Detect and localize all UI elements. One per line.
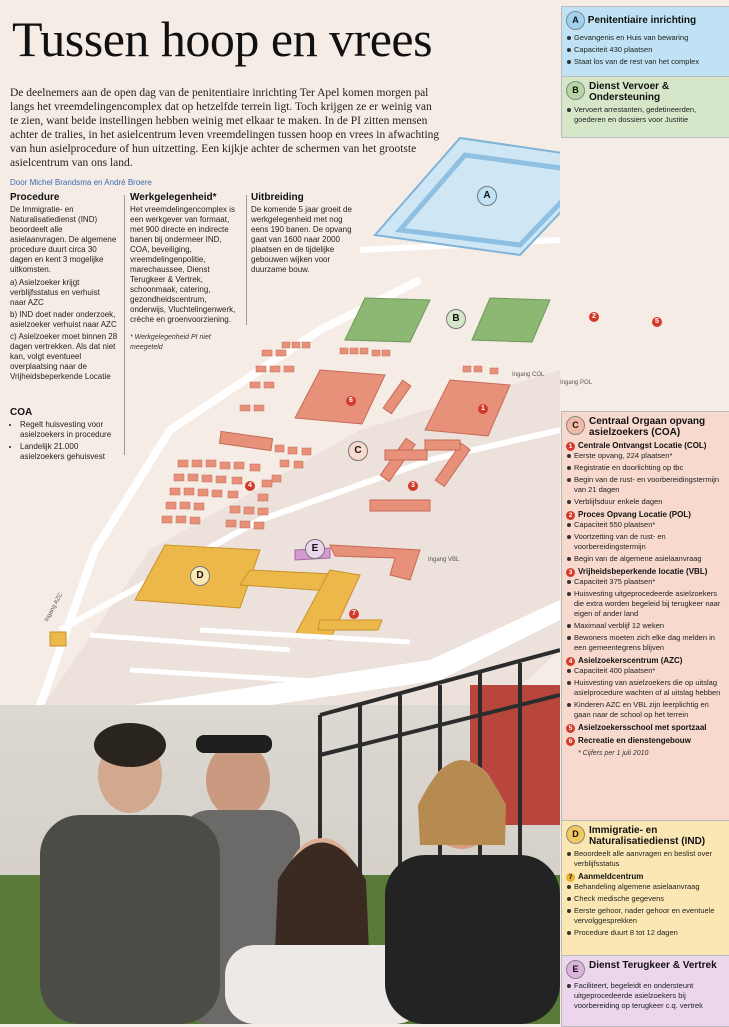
legend-a-item: Gevangenis en Huis van bewaring: [566, 33, 727, 43]
map-label-ingang-vbl: Ingang VBL: [428, 557, 460, 563]
legend-b: [561, 76, 729, 138]
coa-section-item: Bewoners moeten zich elke dag melden in een gemeentegrens blijven: [566, 633, 727, 653]
boy-jacket: [40, 815, 220, 1024]
coa-num-3: 3: [566, 568, 575, 577]
legend-e-title: Dienst Terugkeer & Vertrek: [589, 960, 717, 971]
ind-num-7: 7: [566, 873, 575, 882]
ind-section-item: Procedure duurt 8 tot 12 dagen: [566, 928, 727, 938]
map-label-road-azc: Ingang AZC: [44, 592, 65, 623]
building-b-left: [345, 298, 430, 342]
coa-section-item: Huisvesting uitgeprocedeerde asielzoekers die extra worden begeleid bij terugkeer naar eigen of ander land: [566, 589, 727, 619]
coa-section-title: Proces Opvang Locatie (POL): [578, 510, 691, 519]
map-number-3: 3: [408, 481, 418, 491]
legend-a-item: Capaciteit 430 plaatsen: [566, 45, 727, 55]
map-number-7: 7: [349, 609, 359, 619]
building-b-right: [472, 298, 550, 342]
coa-block: [370, 500, 430, 511]
coa-section-title: Asielzoekersschool met sportzaal: [578, 723, 707, 732]
coa-num-2: 2: [566, 511, 575, 520]
legend-c-title: Centraal Orgaan opvang asielzoekers (COA): [589, 416, 706, 438]
man-cap: [196, 735, 272, 753]
map-pin-b: B: [446, 309, 466, 329]
badge-e: E: [566, 960, 585, 979]
coa-section-item: Maximaal verblijf 12 weken: [566, 621, 727, 631]
badge-c: C: [566, 416, 585, 435]
boy-hair: [94, 723, 166, 767]
hall-6: [295, 370, 385, 424]
werk-footnote: * Werkgelegenheid PI niet meegeteld: [130, 334, 211, 351]
coa-section-item: Begin van de algemene asielaanvraag: [566, 554, 727, 564]
ind-section-item: Behandeling algemene asielaanvraag: [566, 882, 727, 892]
coa-item: • Regelt huisvesting voor asielzoekers in procedure: [20, 420, 118, 440]
procedure-text: De Immigratie- en Naturalisatiedienst (IND) beoordeelt alle asielaanvragen. De algemene procedure duurt circa 30 dagen en kent 3 mogelijke uitkomsten.: [10, 205, 117, 274]
ind-section-item: Eerste gehoor, nader gehoor en eventuele vervolggesprekken: [566, 906, 727, 926]
legend-a-title: Penitentiaire inrichting: [587, 15, 697, 26]
procedure-item-c: c) Asielzoeker moet binnen 28 dagen vertrekken. Als dat niet kan, volgt eventueel overplaatsing naar de Vrijheidsbeperkende Locatie: [10, 332, 118, 381]
map-number-1: 1: [478, 404, 488, 414]
map-pin-d: D: [190, 566, 210, 586]
byline: Door Michel Brandsma en André Broere: [10, 178, 152, 187]
coa-section-item: Voortzetting van de rust- en voorbereidingstermijn: [566, 532, 727, 552]
coa-section-item: Registratie en doorlichting op tbc: [566, 463, 727, 473]
legend-e-item: Faciliteert, begeleidt en ondersteunt uitgeprocedeerde asielzoekers bij voorbereiding op terugkeer c.q. vertrek: [566, 981, 727, 1011]
coa-section-item: Huisvesting van asielzoekers die op uitslag asielprocedure wachten of al uitslag hebben: [566, 678, 727, 698]
coa-section-item: Capaciteit 375 plaatsen*: [566, 577, 727, 587]
werk-text: Het vreemdelingencomplex is een werkgever van formaat, met 900 directe en indirecte banen bij ondermeer IND, COA, beveiliging, vreemdelingenpolitie, marechaussee, Dienst Terugkeer & Vertrek, schoonmaak, catering, gezondheidscentrum, onderwijs, Vluchtelingenwerk, crèche en groenvoorziening.: [130, 205, 236, 324]
legend-d-title: Immigratie- en Naturalisatiedienst (IND): [589, 825, 706, 847]
procedure-item-a: a) Asielzoeker krijgt verblijfsstatus en verhuist naar AZC: [10, 278, 100, 307]
photo-family: [0, 645, 560, 1024]
map-pin-c: C: [348, 441, 368, 461]
legend-d-item: Beoordeelt alle aanvragen en beslist over verblijfsstatus: [566, 849, 727, 869]
map-number-2: 2: [589, 312, 599, 322]
coa-section-item: Verblijfsduur enkele dagen: [566, 497, 727, 507]
coa-heading: COA: [10, 407, 33, 418]
legend-a: [561, 6, 729, 80]
map-number-4: 4: [245, 481, 255, 491]
legend-e: [561, 955, 729, 1027]
map-pin-a: A: [477, 186, 497, 206]
man-face: [206, 742, 270, 818]
uitbreiding-text: De komende 5 jaar groeit de werkgelegenheid met nog eens 190 banen. De opvang gaat van 1600 naar 2000 plaatsen en de tijdelijke gebouwen wijken voor duurzame bouw.: [251, 205, 352, 274]
coa-num-4: 4: [566, 657, 575, 666]
coa-section-title: Vrijheidsbeperkende locatie (VBL): [578, 567, 708, 576]
map-number-6: 6: [346, 396, 356, 406]
procedure-heading: Procedure: [10, 192, 60, 203]
woman-jacket: [385, 855, 560, 1024]
coa-section-title: Centrale Ontvangst Locatie (COL): [578, 441, 707, 450]
ind-section-item: Check medische gegevens: [566, 894, 727, 904]
legend-a-item: Staat los van de rest van het complex: [566, 57, 727, 67]
coa-section-title: Asielzoekerscentrum (AZC): [578, 656, 683, 665]
badge-a: A: [566, 11, 585, 30]
intro-paragraph: De deelnemers aan de open dag van de penitentiaire inrichting Ter Apel komen morgen pal langs het vreemdelingencomplex dat op hetzelfde terrein ligt. Toch krijgen ze er weinig van te zien, want beide instellingen hebben weinig met elkaar te maken. In de PI zitten mensen achter de tralies, in het asielcentrum leven vreemdelingen tussen hoop en vrees in afwachting van hun asielprocedure of hun uitzetting. Een kijkje achter de schermen van het grootste asielcentrum van ons land.: [10, 87, 440, 169]
coa-block: [383, 380, 411, 414]
coa-section-item: Capaciteit 550 plaatsen*: [566, 520, 727, 530]
uitbreiding-heading: Uitbreiding: [251, 192, 304, 203]
procedure-item-b: b) IND doet nader onderzoek, asielzoeker verhuist naar AZC: [10, 310, 117, 329]
ind-small-building: [50, 632, 66, 646]
coa-num-6: 6: [566, 737, 575, 746]
legend-d: [561, 820, 729, 960]
coa-footnote: * Cijfers per 1 juli 2010: [578, 750, 649, 757]
coa-block: [425, 440, 460, 450]
coa-section-item: Kinderen AZC en VBL zijn leerplichtig en gaan naar de school op het terrein: [566, 700, 727, 720]
coa-section-item: Eerste opvang, 224 plaatsen*: [566, 451, 727, 461]
coa-item: • Landelijk 21.000 asielzoekers gehuisvest: [20, 442, 118, 462]
map-number-5: 5: [652, 317, 662, 327]
coa-section-item: Begin van de rust- en voorbereidingstermijn van 21 dagen: [566, 475, 727, 495]
coa-block: [385, 450, 427, 460]
page-title: Tussen hoop en vrees: [12, 11, 433, 67]
coa-section-item: Capaciteit 400 plaatsen*: [566, 666, 727, 676]
badge-b: B: [566, 81, 585, 100]
map-label-ingang-pol: Ingang POL: [560, 380, 593, 386]
legend-b-title: Dienst Vervoer & Ondersteuning: [589, 81, 670, 103]
werk-heading: Werkgelegenheid*: [130, 192, 217, 203]
legend-b-item: Vervoert arrestanten, gedetineerden, goederen en dossiers voor Justitie: [566, 105, 727, 125]
coa-num-1: 1: [566, 442, 575, 451]
map-label-ingang-col: Ingang COL: [512, 372, 545, 378]
coa-block: [219, 431, 272, 450]
coa-section-title: Recreatie en dienstengebouw: [578, 736, 691, 745]
ind-section-title: Aanmeldcentrum: [578, 872, 644, 881]
map-pin-e: E: [305, 539, 325, 559]
coa-num-5: 5: [566, 724, 575, 733]
badge-d: D: [566, 825, 585, 844]
legend-c: [561, 411, 729, 824]
